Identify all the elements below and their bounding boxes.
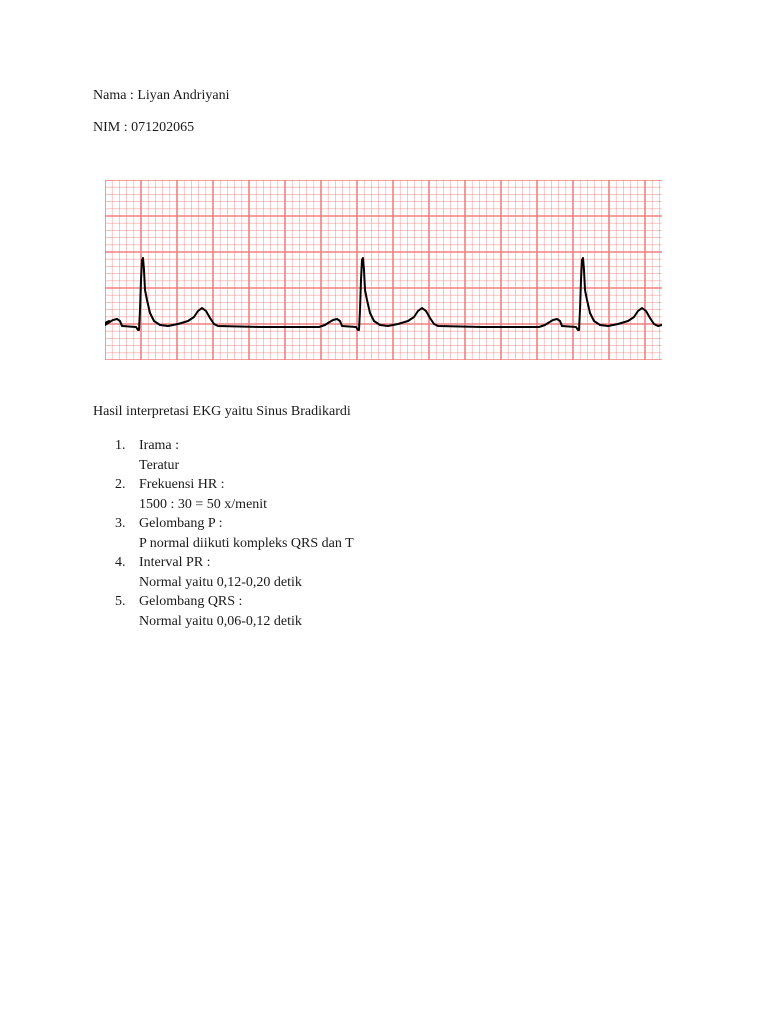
item-number: 2. bbox=[115, 477, 126, 492]
student-nim: NIM : 071202065 bbox=[93, 120, 195, 135]
item-number: 1. bbox=[115, 438, 126, 453]
interpretation-list bbox=[115, 436, 354, 631]
item-value: Normal yaitu 0,06-0,12 detik bbox=[139, 613, 302, 629]
list-item bbox=[115, 592, 354, 631]
list-item bbox=[115, 553, 354, 592]
ekg-paper bbox=[105, 180, 662, 360]
item-number: 3. bbox=[115, 516, 126, 531]
list-item bbox=[115, 514, 354, 553]
list-item bbox=[115, 475, 354, 514]
item-value: P normal diikuti kompleks QRS dan T bbox=[139, 535, 354, 551]
item-label: Interval PR : bbox=[139, 555, 211, 570]
item-value: Teratur bbox=[139, 457, 180, 473]
item-label: Frekuensi HR : bbox=[139, 477, 225, 492]
item-label: Gelombang P : bbox=[139, 516, 223, 531]
ekg-strip-image bbox=[105, 180, 662, 360]
item-label: Gelombang QRS : bbox=[139, 594, 243, 609]
item-value: Normal yaitu 0,12-0,20 detik bbox=[139, 574, 302, 590]
item-number: 5. bbox=[115, 594, 126, 609]
interpretation-intro: Hasil interpretasi EKG yaitu Sinus Bradikardi bbox=[93, 404, 351, 419]
item-number: 4. bbox=[115, 555, 126, 570]
list-item bbox=[115, 436, 354, 475]
item-label: Irama : bbox=[139, 438, 180, 453]
student-name: Nama : Liyan Andriyani bbox=[93, 88, 230, 103]
item-value: 1500 : 30 = 50 x/menit bbox=[139, 496, 268, 512]
